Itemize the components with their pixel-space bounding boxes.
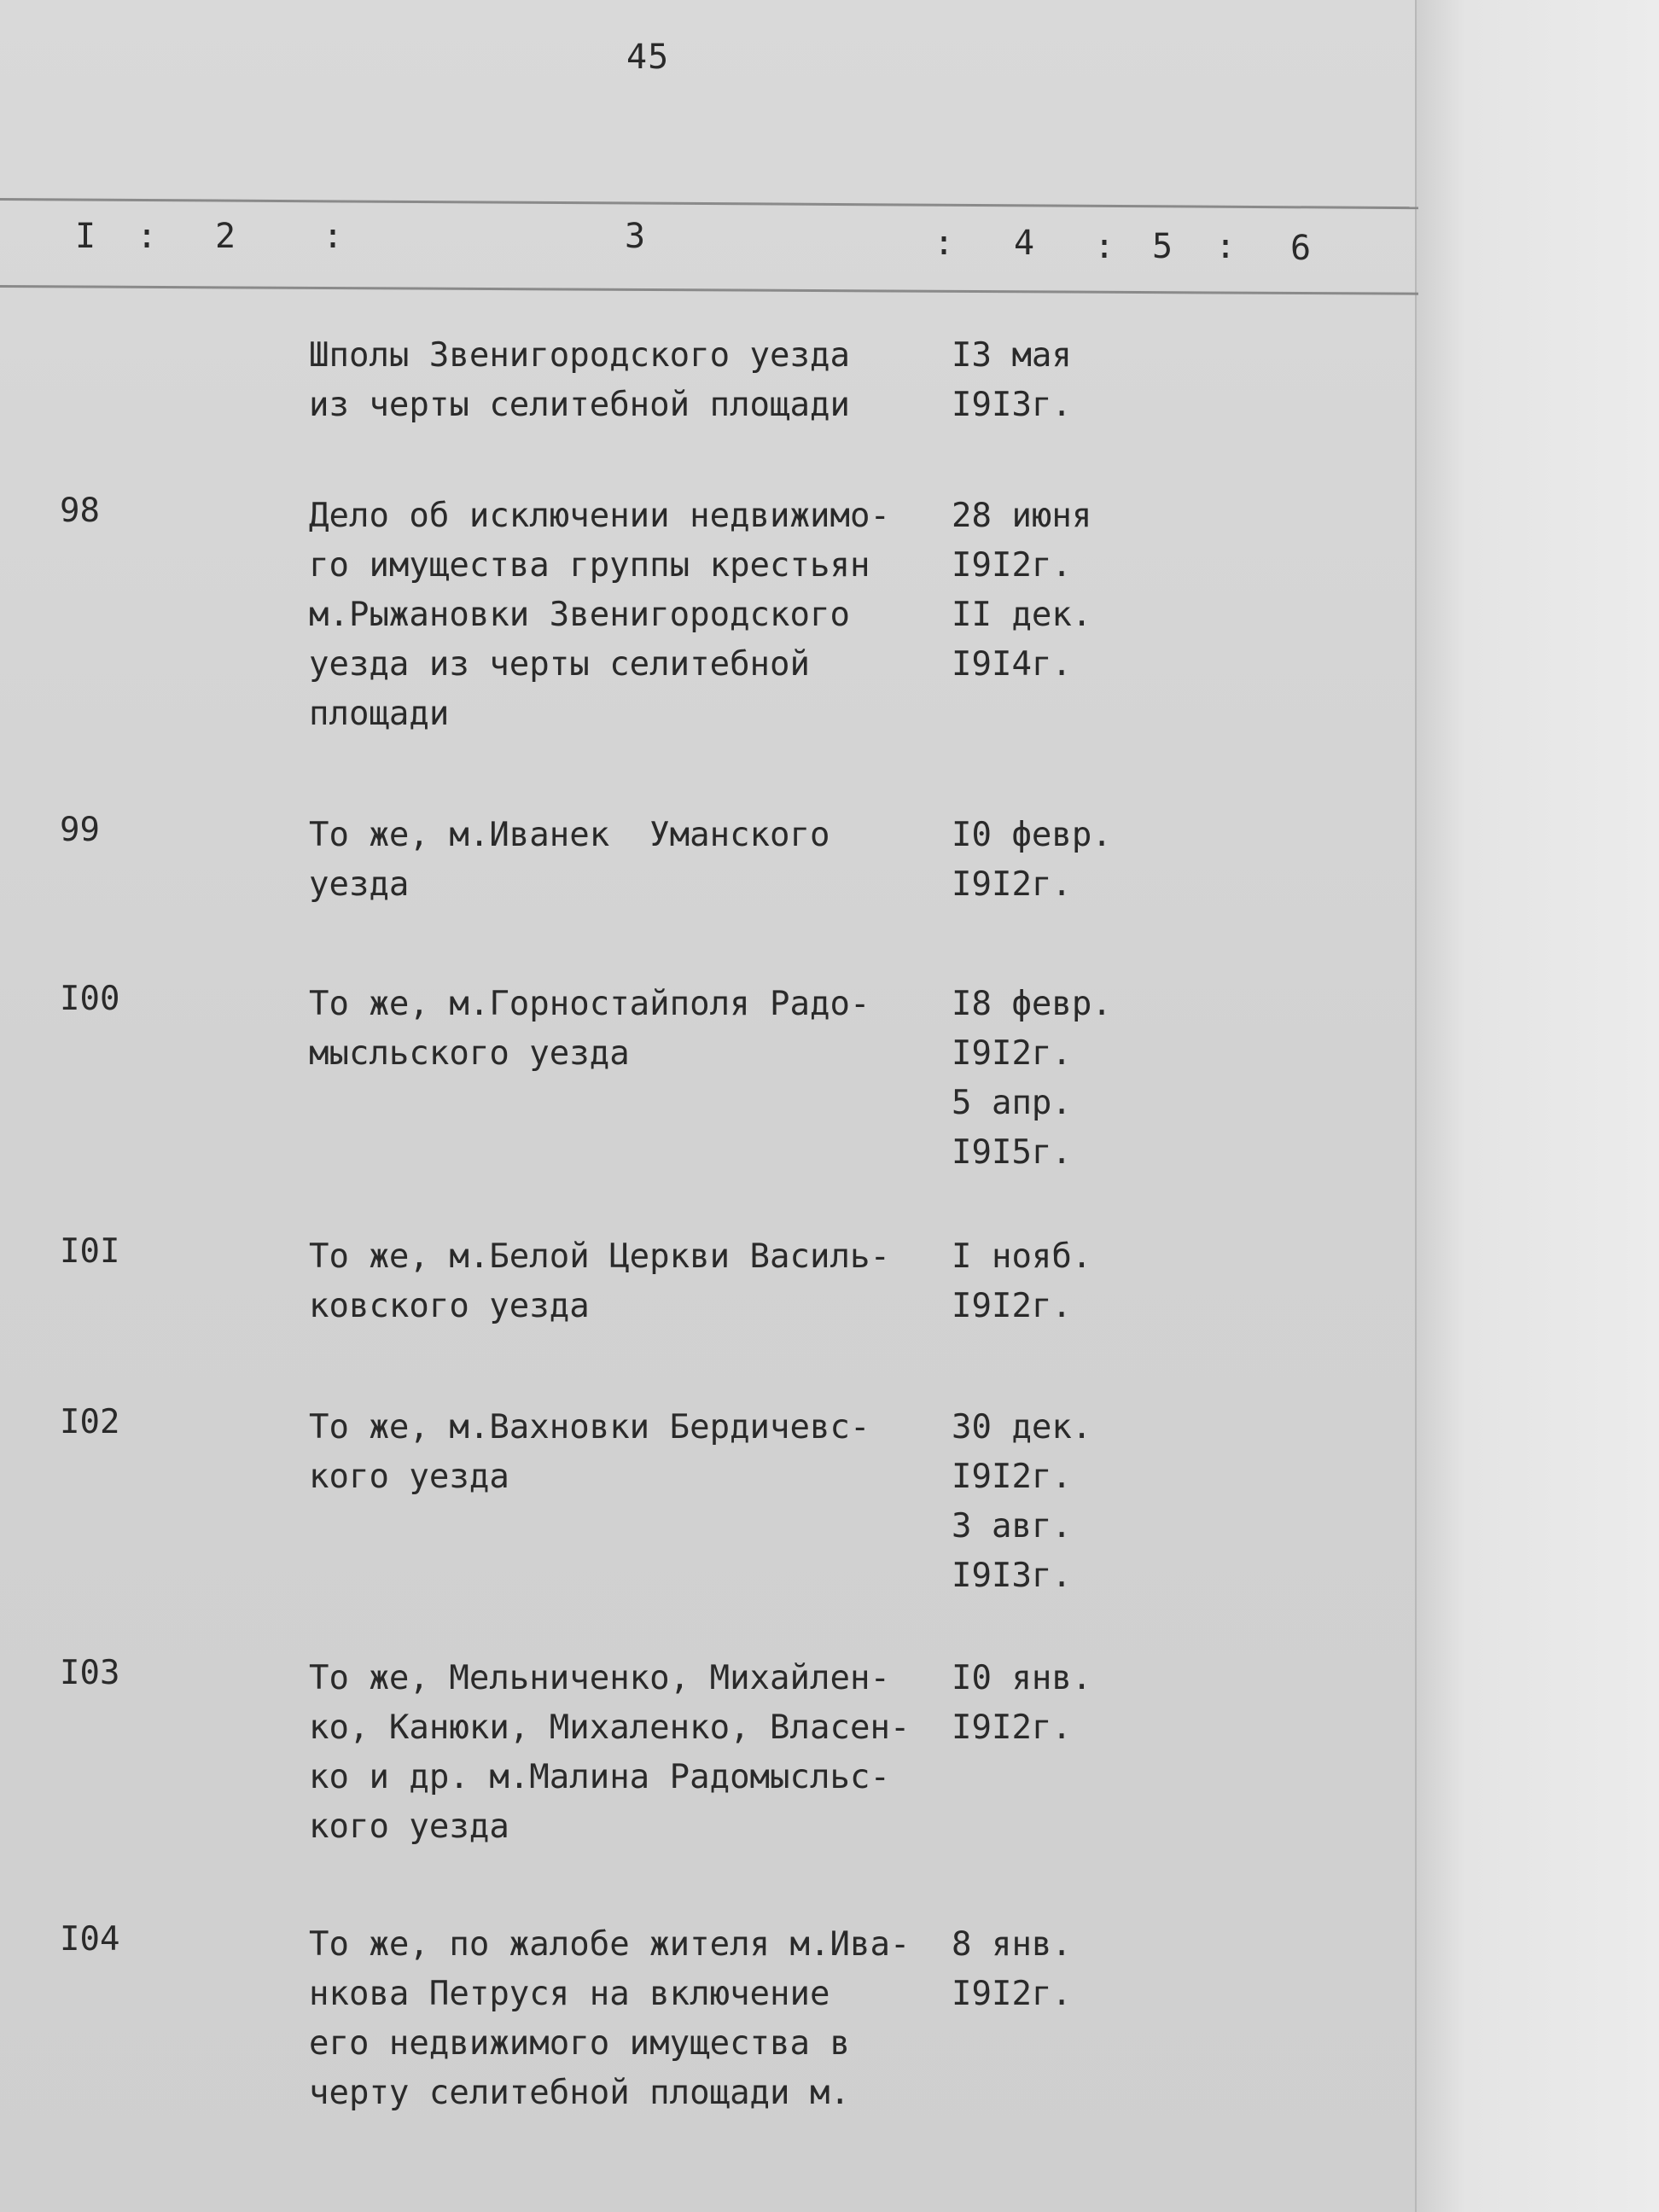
description-line: м.Рыжановки Звенигородского xyxy=(309,596,850,634)
date-line: I0 февр. xyxy=(952,816,1112,854)
description-line: кого уезда xyxy=(309,1458,509,1496)
description-line: ко, Канюки, Михаленко, Власен- xyxy=(309,1708,911,1747)
date-line: I9I4г. xyxy=(952,645,1072,684)
description-line: То же, м.Горностайполя Радо- xyxy=(309,985,870,1023)
entry-description xyxy=(309,1403,923,1502)
header-separator: : xyxy=(1094,227,1115,266)
date-line: I9I5г. xyxy=(952,1133,1072,1172)
header-col-1: I xyxy=(75,217,96,256)
date-line: I9I3г. xyxy=(952,1557,1072,1595)
description-line: То же, Мельниченко, Михайлен- xyxy=(309,1659,890,1697)
entry-dates xyxy=(952,1654,1091,1753)
date-line: I0 янв. xyxy=(952,1659,1092,1697)
entry-dates xyxy=(952,492,1091,690)
header-col-5: 5 xyxy=(1152,227,1173,266)
date-line: 28 июня xyxy=(952,497,1092,535)
entry-number: I0I xyxy=(60,1232,120,1271)
description-line: его недвижимого имущества в xyxy=(309,2024,850,2063)
header-separator: : xyxy=(1215,227,1237,266)
date-line: I3 мая xyxy=(952,336,1072,375)
entry-number: 99 xyxy=(60,811,100,849)
entry-number: I02 xyxy=(60,1403,120,1441)
column-header-row xyxy=(0,208,1415,276)
description-line: го имущества группы крестьян xyxy=(309,546,870,585)
description-line: ковского уезда xyxy=(309,1287,590,1325)
description-line: То же, м.Иванек Уманского xyxy=(309,816,830,854)
date-line: I9I2г. xyxy=(952,1034,1072,1073)
date-line: 30 дек. xyxy=(952,1408,1092,1447)
entry-dates xyxy=(952,811,1112,910)
description-line: То же, по жалобе жителя м.Ива- xyxy=(309,1925,911,1964)
date-line: I9I3г. xyxy=(952,386,1072,424)
description-line: площади xyxy=(309,695,450,733)
entry-number: I03 xyxy=(60,1654,120,1692)
header-col-2: 2 xyxy=(215,217,236,256)
header-separator: : xyxy=(137,217,158,256)
date-line: I9I2г. xyxy=(952,1458,1072,1496)
entry-dates xyxy=(952,1403,1091,1601)
header-separator: : xyxy=(934,224,955,263)
description-line: То же, м.Белой Церкви Василь- xyxy=(309,1237,890,1276)
entry-description xyxy=(309,1920,923,2118)
date-line: I9I2г. xyxy=(952,1708,1072,1747)
date-line: I9I2г. xyxy=(952,865,1072,904)
description-line: ко и др. м.Малина Радомысльс- xyxy=(309,1758,890,1796)
description-line: из черты селитебной площади xyxy=(309,386,850,424)
entry-description xyxy=(309,811,923,910)
description-line: мысльского уезда xyxy=(309,1034,630,1073)
description-line: черту селитебной площади м. xyxy=(309,2074,850,2112)
date-line: I нояб. xyxy=(952,1237,1092,1276)
date-line: 3 авг. xyxy=(952,1507,1072,1545)
date-line: I9I2г. xyxy=(952,546,1072,585)
description-line: кого уезда xyxy=(309,1807,509,1846)
date-line: I8 февр. xyxy=(952,985,1112,1023)
header-col-6: 6 xyxy=(1290,229,1312,268)
entry-description xyxy=(309,980,923,1079)
entry-number: I00 xyxy=(60,980,120,1018)
entry-description xyxy=(309,1232,923,1331)
date-line: 8 янв. xyxy=(952,1925,1072,1964)
entry-description xyxy=(309,492,923,739)
date-line: 5 апр. xyxy=(952,1084,1072,1122)
date-line: II дек. xyxy=(952,596,1092,634)
description-line: Дело об исключении недвижимо- xyxy=(309,497,890,535)
description-line: уезда из черты селитебной xyxy=(309,645,810,684)
description-line: То же, м.Вахновки Бердичевс- xyxy=(309,1408,870,1447)
adjacent-page-edge xyxy=(1415,0,1659,2212)
description-line: уезда xyxy=(309,865,410,904)
page-number: 45 xyxy=(626,38,670,77)
entry-dates xyxy=(952,1232,1091,1331)
description-line: Шполы Звенигородского уезда xyxy=(309,336,850,375)
date-line: I9I2г. xyxy=(952,1975,1072,2013)
entry-dates xyxy=(952,1920,1072,2019)
entry-dates xyxy=(952,331,1072,430)
entry-number: 98 xyxy=(60,492,100,530)
entry-description xyxy=(309,1654,923,1852)
header-separator: : xyxy=(323,217,344,256)
entry-dates xyxy=(952,980,1112,1178)
description-line: нкова Петруся на включение xyxy=(309,1975,830,2013)
header-col-3: 3 xyxy=(625,217,646,256)
date-line: I9I2г. xyxy=(952,1287,1072,1325)
header-col-4: 4 xyxy=(1014,224,1035,263)
entry-number: I04 xyxy=(60,1920,120,1959)
entry-description xyxy=(309,331,923,430)
